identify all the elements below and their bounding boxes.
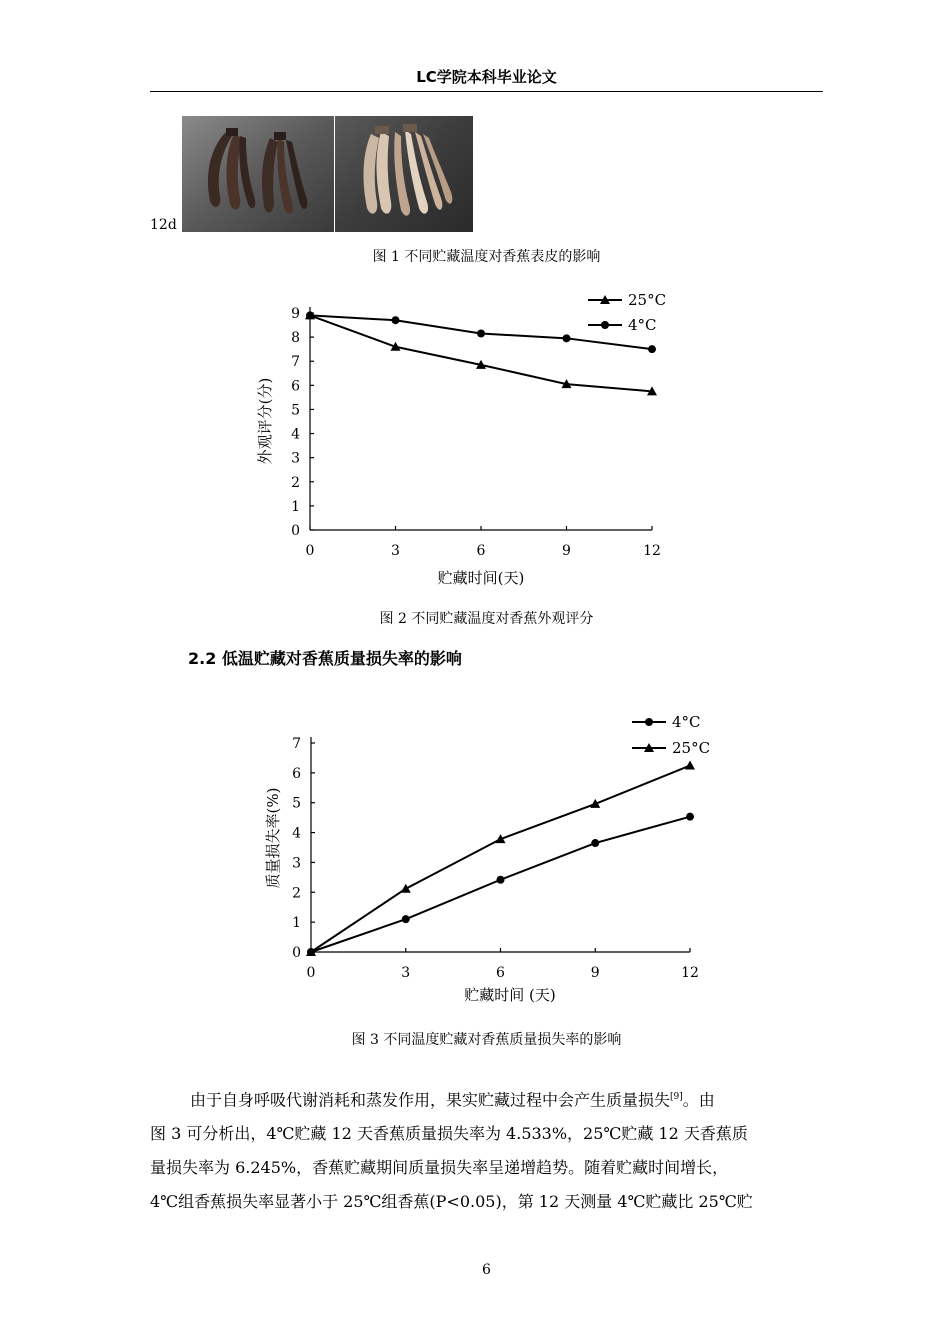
c2-point-0-1 [402, 915, 410, 923]
page-header-title: LC学院本科毕业论文 [416, 68, 557, 86]
c1-x-tick-label: 0 [305, 543, 315, 559]
paragraph-line-1 [150, 1080, 823, 1117]
figure1-row-label: 12d [150, 217, 177, 233]
paragraph-line-4: 4℃组香蕉损失率显著小于 25℃组香蕉(P<0.05)，第 12 天测量 4℃贮藏比 25℃贮 [150, 1192, 753, 1212]
c1-y-tick-label: 8 [291, 330, 300, 347]
c1-y-tick-label: 7 [291, 354, 300, 371]
c2-legend-label-0: 4°C [672, 713, 701, 731]
c1-y-tick-label: 4 [291, 426, 300, 443]
c2-legend-label-1: 25°C [672, 739, 711, 757]
figure2-caption: 图 2 不同贮藏温度对香蕉外观评分 [379, 611, 594, 627]
c2-x-tick-label: 12 [681, 965, 699, 981]
c1-legend-label-0: 25°C [628, 291, 667, 309]
c1-x-tick-label: 9 [562, 543, 571, 559]
c2-point-1-1 [401, 884, 411, 893]
paragraph-line-2: 图 3 可分析出，4℃贮藏 12 天香蕉质量损失率为 4.533%，25℃贮藏 12 天香蕉质 [150, 1124, 748, 1144]
c2-point-0-2 [497, 876, 505, 884]
c1-x-tick-label: 12 [643, 543, 661, 559]
c2-y-tick-label: 1 [292, 915, 301, 932]
c1-y-tick-label: 2 [291, 474, 300, 491]
chart2-legend [632, 713, 710, 757]
c2-point-1-4 [685, 761, 695, 770]
body-paragraph [150, 1080, 823, 1219]
chart2-series [306, 761, 695, 956]
figure1-caption: 图 1 不同贮藏温度对香蕉表皮的影响 [372, 249, 601, 265]
c2-x-tick-label: 0 [306, 965, 316, 981]
figure3-caption: 图 3 不同温度贮藏对香蕉质量损失率的影响 [351, 1032, 622, 1048]
section-heading: 2.2 低温贮藏对香蕉质量损失率的影响 [188, 649, 462, 668]
c1-legend-label-1: 4°C [628, 316, 657, 334]
chart2-x-axis-label: 贮藏时间 (天) [464, 986, 556, 1004]
c2-y-tick-label: 2 [292, 885, 301, 902]
c2-y-tick-label: 3 [292, 855, 301, 872]
c2-y-tick-label: 7 [292, 736, 301, 752]
c2-point-0-3 [591, 839, 599, 847]
c2-y-tick-label: 5 [292, 795, 301, 812]
paragraph-line-1-end: 。由 [682, 1090, 715, 1110]
c2-y-tick-label: 6 [292, 765, 301, 782]
c2-y-tick-label: 4 [292, 825, 301, 842]
c1-y-tick-label: 3 [291, 450, 300, 467]
paragraph-line-1-text: 由于自身呼吸代谢消耗和蒸发作用，果实贮藏过程中会产生质量损失 [190, 1090, 671, 1110]
paragraph-line-3: 量损失率为 6.245%，香蕉贮藏期间质量损失率呈递增趋势。随着贮藏时间增长， [150, 1158, 729, 1178]
c2-x-tick-label: 6 [496, 965, 505, 981]
c2-x-tick-label: 3 [401, 965, 411, 981]
c2-x-tick-label: 9 [590, 965, 600, 981]
c1-x-tick-label: 6 [476, 543, 486, 559]
page-number: 6 [482, 1262, 491, 1278]
c2-series-line-1 [311, 766, 690, 952]
chart2-axes [311, 737, 690, 952]
c1-y-tick-label: 9 [291, 306, 300, 322]
c1-x-tick-label: 3 [391, 543, 400, 559]
chart2-x-ticks [307, 948, 699, 981]
chart1-y-axis-label: 外观评分(分) [256, 377, 274, 465]
c2-legend-marker-0 [645, 718, 653, 726]
c1-y-tick-label: 0 [291, 523, 300, 539]
c1-y-tick-label: 1 [291, 498, 300, 515]
citation-ref: [9] [670, 1092, 683, 1102]
c1-y-tick-label: 6 [291, 378, 300, 395]
c1-y-tick-label: 5 [291, 402, 300, 419]
c2-y-tick-label: 0 [292, 945, 301, 961]
c2-point-0-4 [686, 813, 694, 821]
chart1-x-axis-label: 贮藏时间(天) [437, 569, 525, 587]
chart2-y-axis-label: 质量损失率(%) [264, 787, 282, 889]
